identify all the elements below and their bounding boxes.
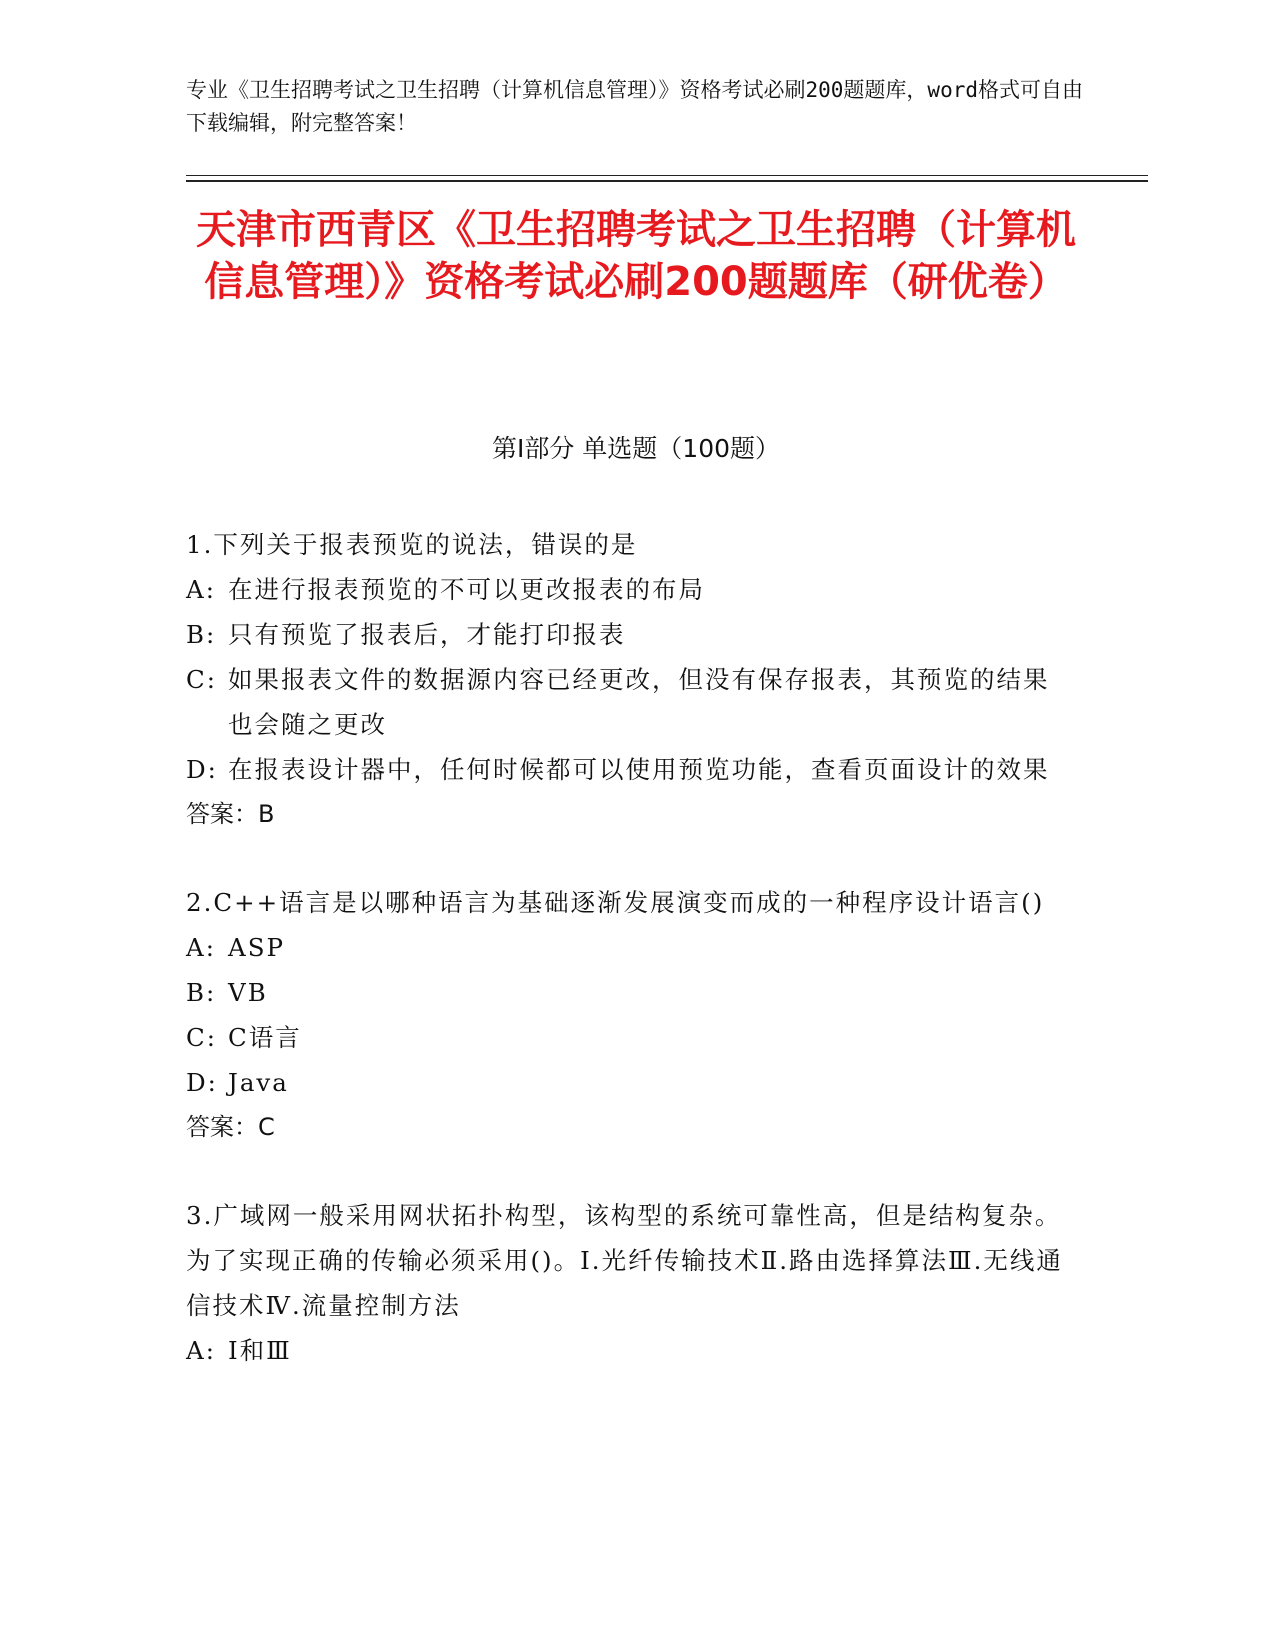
answer-label: 答案： xyxy=(186,800,258,828)
option-b xyxy=(186,970,1066,1015)
option-text: 只有预览了报表后，才能打印报表 xyxy=(228,620,626,649)
option-text: ASP xyxy=(228,933,285,962)
option-text: 如果报表文件的数据源内容已经更改，但没有保存报表，其预览的结果也会随之更改 xyxy=(228,665,1050,739)
option-c xyxy=(186,1015,1066,1060)
answer-line xyxy=(186,792,1066,837)
option-key: A: xyxy=(186,575,216,604)
option-text: Java xyxy=(228,1068,289,1097)
option-key: B: xyxy=(186,978,217,1007)
question-stem: 2.C++语言是以哪种语言为基础逐渐发展演变而成的一种程序设计语言() xyxy=(186,888,1045,917)
option-text: Ⅰ和Ⅲ xyxy=(228,1336,292,1365)
document-title: 天津市西青区《卫生招聘考试之卫生招聘（计算机信息管理）》资格考试必刷200题题库（研优卷） xyxy=(196,207,1076,305)
option-a xyxy=(186,567,1066,612)
option-key: A: xyxy=(186,1336,216,1365)
answer-value: C xyxy=(258,1113,275,1141)
option-key: A: xyxy=(186,933,216,962)
option-b xyxy=(186,612,1066,657)
question-1 xyxy=(186,522,1066,837)
question-list xyxy=(186,522,1066,1416)
option-text: 在进行报表预览的不可以更改报表的布局 xyxy=(228,575,705,604)
option-d xyxy=(186,1060,1066,1105)
answer-line xyxy=(186,1105,1066,1150)
option-key: C: xyxy=(186,665,218,694)
option-c xyxy=(186,657,1066,747)
option-a xyxy=(186,925,1066,970)
option-key: D: xyxy=(186,755,218,784)
option-d xyxy=(186,747,1066,792)
section-heading: 第Ⅰ部分 单选题（100题） xyxy=(491,434,781,463)
option-text: C语言 xyxy=(228,1023,302,1052)
option-a xyxy=(186,1328,1066,1373)
option-text: VB xyxy=(228,978,268,1007)
question-2 xyxy=(186,880,1066,1150)
answer-value: B xyxy=(258,800,275,828)
option-key: C: xyxy=(186,1023,218,1052)
option-text: 在报表设计器中，任何时候都可以使用预览功能，查看页面设计的效果 xyxy=(228,755,1050,784)
option-key: B: xyxy=(186,620,217,649)
header-divider-thin xyxy=(186,175,1148,176)
option-key: D: xyxy=(186,1068,218,1097)
question-stem: 1.下列关于报表预览的说法，错误的是 xyxy=(186,530,638,559)
question-3 xyxy=(186,1193,1066,1373)
answer-label: 答案： xyxy=(186,1113,258,1141)
header-divider-thick xyxy=(186,180,1148,182)
question-stem: 3.广域网一般采用网状拓扑构型，该构型的系统可靠性高，但是结构复杂。为了实现正确的传输必须采用()。Ⅰ.光纤传输技术Ⅱ.路由选择算法Ⅲ.无线通信技术Ⅳ.流量控制方法 xyxy=(186,1201,1063,1320)
header-note: 专业《卫生招聘考试之卫生招聘（计算机信息管理）》资格考试必刷200题题库，word格式可自由下载编辑，附完整答案！ xyxy=(186,78,1083,135)
